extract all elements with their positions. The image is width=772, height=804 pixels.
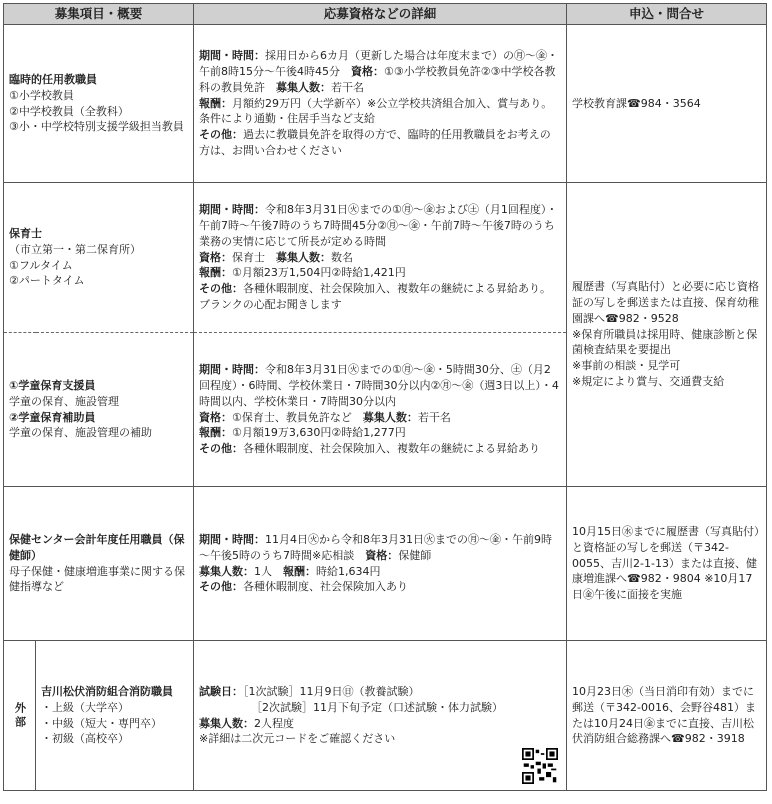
detail-label: 資格： xyxy=(199,410,233,424)
detail-label: 募集人数： xyxy=(276,250,332,264)
item-sub: ②中学校教員（全教科） xyxy=(9,104,129,118)
row-health-center xyxy=(4,487,767,641)
item-title: 保育士 xyxy=(9,226,42,240)
detail-label: 資格： xyxy=(365,548,399,562)
row-teachers xyxy=(4,25,767,183)
group-label-external: 外部 xyxy=(4,641,36,791)
detail-label: 資格： xyxy=(199,250,233,264)
detail-text: 採用日から6カ月（更新した場合は年度末まで）の㊊～㊎・午前8時15分～午後4時45分 xyxy=(199,48,559,78)
contact-note: ※事前の相談・見学可 xyxy=(572,359,681,373)
detail-text: 各種休暇制度、社会保険加入、複数年の継続による昇給あり xyxy=(243,442,541,456)
detail-label: 試験日： xyxy=(199,684,244,698)
item-cell-fire-department xyxy=(36,641,194,791)
item-sub: 母子保健・健康増進事業に関する保健指導など xyxy=(9,564,185,594)
detail-text: 1人 xyxy=(254,564,273,578)
detail-text: ［2次試験］11月下旬予定（口述試験・体力試験） xyxy=(251,700,504,714)
detail-label: 報酬： xyxy=(199,96,233,110)
header-row xyxy=(4,4,767,25)
row-fire-department xyxy=(4,641,767,791)
qr-code-icon[interactable] xyxy=(522,748,558,784)
detail-text: 各種休暇制度、社会保険加入あり xyxy=(243,580,409,594)
item-sub: ③小・中学校特別支援学級担当教員 xyxy=(9,120,184,134)
contact-text: 履歴書（写真貼付）と必要に応じ資格証の写しを郵送または直接、保育幼稚園課へ☎982・9528 xyxy=(572,279,760,325)
recruitment-table xyxy=(3,3,767,791)
contact-cell-childcare xyxy=(567,183,767,487)
item-cell-afterschool xyxy=(4,333,194,487)
detail-text: ①保育士、教員免許など xyxy=(232,410,352,424)
item-sub: ・中級（短大・専門卒） xyxy=(41,716,162,730)
detail-label: 期間・時間： xyxy=(199,532,266,546)
detail-text: 11月4日㊋から令和8年3月31日㊋までの㊊～㊎・午前9時～午後5時のうち7時間※応相談 xyxy=(199,532,553,562)
header-col3: 申込・問合せ xyxy=(567,4,767,25)
detail-label: 報酬： xyxy=(283,564,317,578)
detail-text: ［1次試験］11月9日㊐（教養試験） xyxy=(243,684,420,698)
detail-label: 期間・時間： xyxy=(199,202,266,216)
details-cell-teachers xyxy=(194,25,567,183)
detail-text: 過去に教職員免許を取得の方で、臨時的任用教職員をお考えの方は、お問い合わせください xyxy=(199,128,551,158)
detail-text: ※詳細は二次元コードをご確認ください xyxy=(199,732,396,746)
detail-text: 若干名 xyxy=(417,410,451,424)
detail-label: その他： xyxy=(199,128,244,142)
detail-label: 期間・時間： xyxy=(199,48,266,62)
contact-cell-health-center: 10月15日㊌までに履歴書（写真貼付）と資格証の写しを郵送（〒342-0055、吉川2-1-13）または直接、健康増進課へ☎982・9804 ※10月17日㊎午後に面接を実施 xyxy=(567,487,767,641)
detail-label: 募集人数： xyxy=(276,80,332,94)
item-sub: ①フルタイム xyxy=(9,258,73,272)
row-nursery xyxy=(4,183,767,333)
item-sub: ①小学校教員 xyxy=(9,88,74,102)
detail-label: 報酬： xyxy=(199,266,233,280)
details-cell-afterschool xyxy=(194,333,567,487)
details-cell-nursery xyxy=(194,183,567,333)
item-sub: 学童の保育、施設管理 xyxy=(9,394,119,408)
detail-label: 期間・時間： xyxy=(199,362,266,376)
details-cell-health-center xyxy=(194,487,567,641)
detail-text: ①③小学校教員免許②③中学校各教科の教員免許 xyxy=(199,64,556,94)
item-title: 保健センター会計年度任用職員（保健師） xyxy=(9,532,185,562)
header-col1: 募集項目・概要 xyxy=(4,4,194,25)
item-title: ②学童保育補助員 xyxy=(9,410,96,424)
item-title: ①学童保育支援員 xyxy=(9,378,96,392)
contact-cell-teachers: 学校教育課☎984・3564 xyxy=(567,25,767,183)
detail-label: その他： xyxy=(199,282,244,296)
detail-text: ①月額23万1,504円②時給1,421円 xyxy=(232,266,406,280)
detail-text: 時給1,634円 xyxy=(316,564,381,578)
detail-label: 募集人数： xyxy=(199,716,255,730)
item-cell-nursery xyxy=(4,183,194,333)
item-title: 臨時的任用教職員 xyxy=(9,72,97,86)
detail-text: 数名 xyxy=(331,250,354,264)
contact-note: ※保育所職員は採用時、健康診断と保菌検査結果を要提出 xyxy=(572,327,758,357)
detail-text: 月額約29万円（大学新卒）※公立学校共済組合加入、賞与あり。条件により通勤・住居手当など支給 xyxy=(199,96,553,126)
detail-label: その他： xyxy=(199,442,244,456)
detail-label: 募集人数： xyxy=(199,564,255,578)
detail-text: ①月額19万3,630円②時給1,277円 xyxy=(232,426,406,440)
item-sub: 学童の保育、施設管理の補助 xyxy=(9,426,152,440)
detail-text: 2人程度 xyxy=(254,716,295,730)
detail-text: 保育士 xyxy=(232,250,266,264)
detail-text: 令和8年3月31日㊋までの①㊊～㊎・5時間30分、㊏（月2回程度）・6時間、学校休業日・7時間30分以内②㊊～㊎（週3日以上）・4時間以内、学校休業日・7時間30分以内 xyxy=(199,362,559,408)
item-sub: ②パートタイム xyxy=(9,274,85,288)
detail-label: 募集人数： xyxy=(362,410,418,424)
detail-label: 報酬： xyxy=(199,426,233,440)
item-sub: （市立第一・第二保育所） xyxy=(9,242,141,256)
detail-text: 若干名 xyxy=(331,80,365,94)
detail-label: 資格： xyxy=(351,64,385,78)
contact-cell-fire-department: 10月23日㊍（当日消印有効）までに郵送（〒342-0016、会野谷481）または10月24日㊎までに直接、吉川松伏消防組合総務課へ☎982・3918 xyxy=(567,641,767,791)
item-sub: ・初級（高校卒） xyxy=(41,732,129,746)
header-col2: 応募資格などの詳細 xyxy=(194,4,567,25)
contact-note: ※規定により賞与、交通費支給 xyxy=(572,375,725,389)
detail-text: 保健師 xyxy=(398,548,432,562)
detail-text: 各種休暇制度、社会保険加入、複数年の継続による昇給あり。ブランクの心配お聞きします xyxy=(199,282,552,312)
details-cell-fire-department xyxy=(194,641,567,791)
detail-label: その他： xyxy=(199,580,244,594)
item-cell-teachers xyxy=(4,25,194,183)
detail-text: 令和8年3月31日㊋までの①㊊～㊎および㊏（月1回程度）・午前7時～午後7時のうち7時間45分②㊊～㊎・午前7時～午後7時のうち業務の実情に応じて所長が定める時間 xyxy=(199,202,558,248)
item-title: 吉川松伏消防組合消防職員 xyxy=(41,684,173,698)
item-cell-health-center xyxy=(4,487,194,641)
item-sub: ・上級（大学卒） xyxy=(41,700,129,714)
